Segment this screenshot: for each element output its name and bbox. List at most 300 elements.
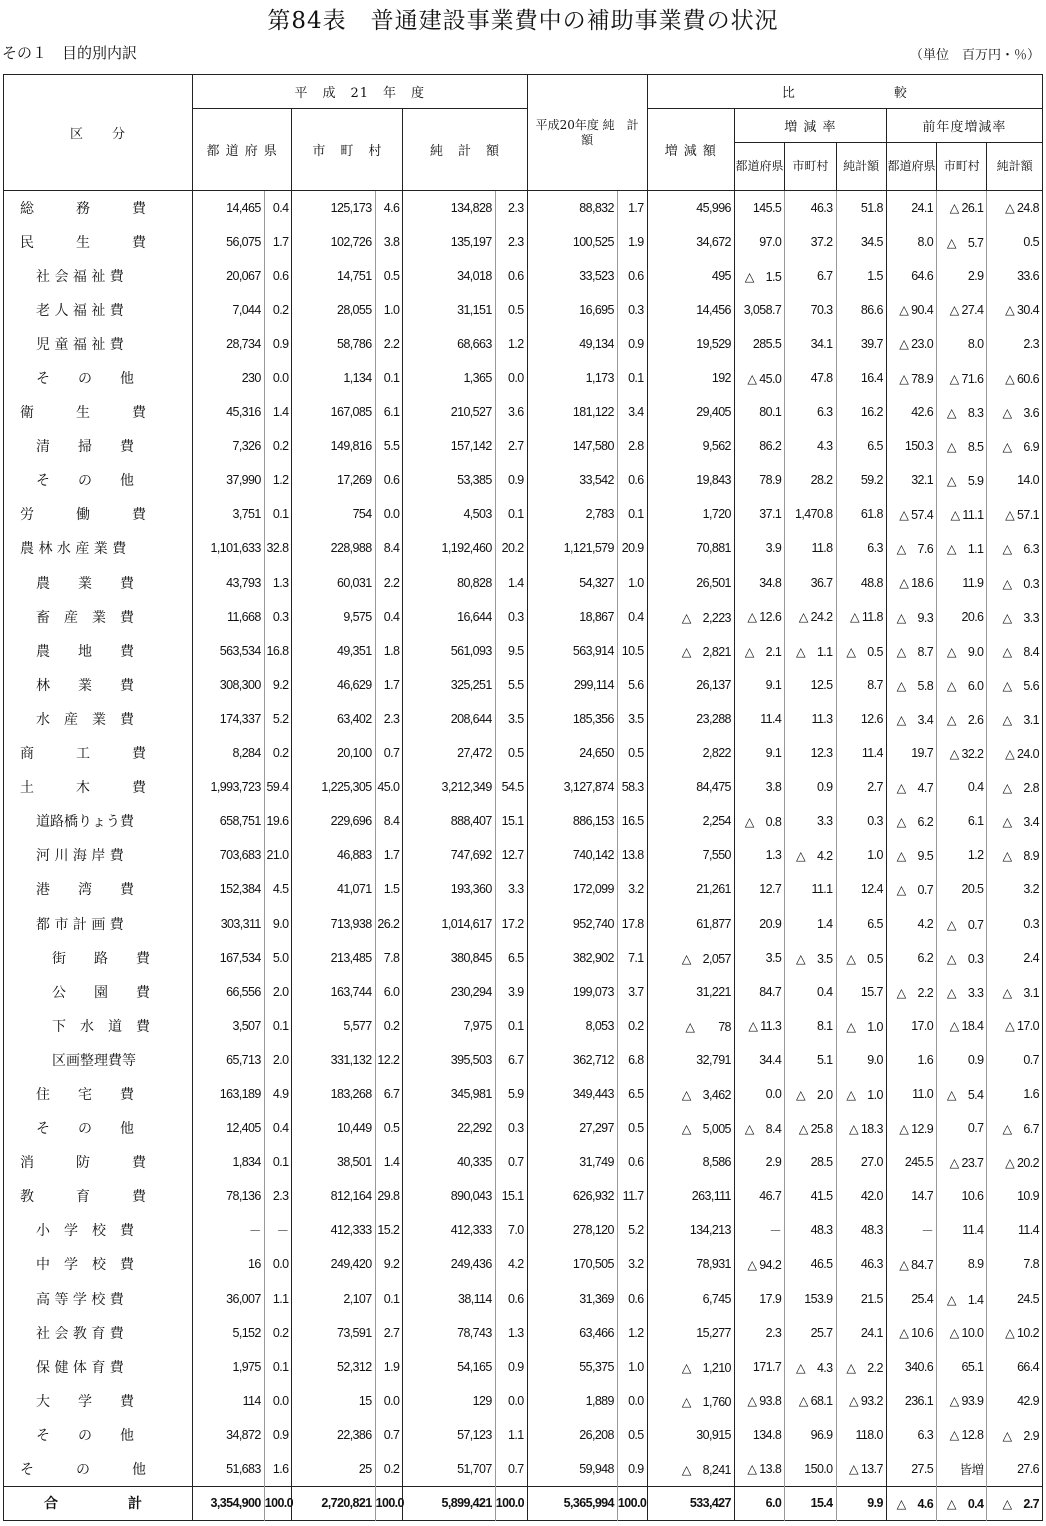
cell: 16,695 <box>527 293 617 327</box>
cell: 2.4 <box>987 941 1043 975</box>
cell: △ 0.7 <box>937 906 987 940</box>
cell: 170,505 <box>527 1247 617 1281</box>
cell: 3.2 <box>617 1247 647 1281</box>
cell: 20,067 <box>192 259 264 293</box>
cell: △ 0.7 <box>886 872 936 906</box>
cell: △ 13.8 <box>734 1452 784 1486</box>
cell: 0.7 <box>987 1043 1043 1077</box>
cell: 1.4 <box>375 1145 403 1179</box>
cell: 9.1 <box>734 736 784 770</box>
cell: 0.3 <box>617 293 647 327</box>
cell: △ 2.0 <box>785 1077 836 1111</box>
cell: 32.8 <box>264 531 292 565</box>
cell: △ 8.5 <box>937 429 987 463</box>
cell: △ 93.8 <box>734 1384 784 1418</box>
cell: 0.6 <box>617 259 647 293</box>
cell: 46.5 <box>785 1247 836 1281</box>
cell: 6.3 <box>836 531 886 565</box>
cell: 5.9 <box>495 1077 527 1111</box>
cell: 54,327 <box>527 566 617 600</box>
cell: 163,189 <box>192 1077 264 1111</box>
cell: 263,111 <box>647 1179 734 1213</box>
cell: 2.8 <box>617 429 647 463</box>
cell: 14,465 <box>192 191 264 225</box>
header-h20: 平成20年度 純 計 額 <box>527 75 647 191</box>
header-h21: 平 成 21 年 度 <box>192 75 527 109</box>
cell: 1.4 <box>495 566 527 600</box>
cell: 0.3 <box>987 906 1043 940</box>
cell: 9,575 <box>292 600 375 634</box>
cell: △ 25.8 <box>785 1111 836 1145</box>
cell: 21.0 <box>264 838 292 872</box>
cell: 61,877 <box>647 906 734 940</box>
cell: 1,470.8 <box>785 497 836 531</box>
cell: 34,872 <box>192 1418 264 1452</box>
cell: △ 27.4 <box>937 293 987 327</box>
cell: 57,123 <box>403 1418 495 1452</box>
row-label: 清 掃 費 <box>4 429 193 463</box>
cell: 66,556 <box>192 975 264 1009</box>
cell: △ 90.4 <box>886 293 936 327</box>
table-row <box>4 1179 1043 1213</box>
cell: 0.6 <box>617 463 647 497</box>
cell: 174,337 <box>192 702 264 736</box>
cell: 0.3 <box>264 600 292 634</box>
cell: 59.2 <box>836 463 886 497</box>
cell: 0.9 <box>617 1452 647 1486</box>
cell: 4.5 <box>264 872 292 906</box>
row-label: 小 学 校 費 <box>4 1213 193 1247</box>
cell: 412,333 <box>403 1213 495 1247</box>
cell: 45,316 <box>192 395 264 429</box>
cell: 1.7 <box>264 225 292 259</box>
cell: 754 <box>292 497 375 531</box>
cell: 64.6 <box>886 259 936 293</box>
cell: 0.0 <box>734 1077 784 1111</box>
cell: 41.5 <box>785 1179 836 1213</box>
cell: 325,251 <box>403 668 495 702</box>
cell: 12.3 <box>785 736 836 770</box>
cell: 147,580 <box>527 429 617 463</box>
table-row <box>4 600 1043 634</box>
cell: 20.9 <box>617 531 647 565</box>
cell: 33,542 <box>527 463 617 497</box>
cell: 20.9 <box>734 906 784 940</box>
row-label: 都 市 計 画 費 <box>4 906 193 940</box>
cell: 134.8 <box>734 1418 784 1452</box>
cell: 20.6 <box>937 600 987 634</box>
cell: 11.9 <box>937 566 987 600</box>
cell: 38,114 <box>403 1282 495 1316</box>
cell: 3,212,349 <box>403 770 495 804</box>
cell: 5.2 <box>617 1213 647 1247</box>
cell: △ 3.1 <box>987 702 1043 736</box>
table-subtitle: その１ 目的別内訳 <box>2 44 138 62</box>
cell: 1.4 <box>785 906 836 940</box>
table-row <box>4 1316 1043 1350</box>
cell: 16.8 <box>264 634 292 668</box>
cell: 27.0 <box>836 1145 886 1179</box>
row-label: そ の 他 <box>4 1452 193 1486</box>
cell: △ 60.6 <box>987 361 1043 395</box>
cell: 26,208 <box>527 1418 617 1452</box>
cell: 3,058.7 <box>734 293 784 327</box>
cell: 70,881 <box>647 531 734 565</box>
cell: 5.1 <box>785 1043 836 1077</box>
cell: △ 2.9 <box>987 1418 1043 1452</box>
cell: 52,312 <box>292 1350 375 1384</box>
cell: 15.1 <box>495 1179 527 1213</box>
cell: 11.0 <box>886 1077 936 1111</box>
cell: 0.7 <box>375 1418 403 1452</box>
cell: 40,335 <box>403 1145 495 1179</box>
cell: 0.5 <box>987 225 1043 259</box>
cell: 9.5 <box>495 634 527 668</box>
cell: 308,300 <box>192 668 264 702</box>
cell: 2.3 <box>264 1179 292 1213</box>
table-row <box>4 429 1043 463</box>
cell: 0.5 <box>617 1418 647 1452</box>
cell: 658,751 <box>192 804 264 838</box>
cell: 19,529 <box>647 327 734 361</box>
cell: 285.5 <box>734 327 784 361</box>
header-rate-net: 純計額 <box>836 143 886 191</box>
cell: 14,751 <box>292 259 375 293</box>
cell: △ 5.6 <box>987 668 1043 702</box>
cell: 16,644 <box>403 600 495 634</box>
cell: △ 84.7 <box>886 1247 936 1281</box>
cell: △ 1.4 <box>937 1282 987 1316</box>
cell: 27.6 <box>987 1452 1043 1486</box>
cell: △ 11.1 <box>937 497 987 531</box>
cell: 0.2 <box>264 736 292 770</box>
cell: 6.5 <box>495 941 527 975</box>
cell: 0.9 <box>785 770 836 804</box>
cell: 11.1 <box>785 872 836 906</box>
row-label: 畜 産 業 費 <box>4 600 193 634</box>
table-row <box>4 463 1043 497</box>
cell: △ 11.3 <box>734 1009 784 1043</box>
cell: △ 4.7 <box>886 770 936 804</box>
cell: 1.6 <box>987 1077 1043 1111</box>
cell: 13.8 <box>617 838 647 872</box>
cell: 8.9 <box>937 1247 987 1281</box>
cell: 25 <box>292 1452 375 1486</box>
table-row <box>4 395 1043 429</box>
cell: 34.5 <box>836 225 886 259</box>
header-pref: 都 道 府 県 <box>192 109 292 191</box>
cell: 2.7 <box>495 429 527 463</box>
table-row <box>4 804 1043 838</box>
table-row <box>4 872 1043 906</box>
cell: 167,534 <box>192 941 264 975</box>
row-label: 消 防 費 <box>4 1145 193 1179</box>
cell: 56,075 <box>192 225 264 259</box>
row-label: 商 工 費 <box>4 736 193 770</box>
cell: 1,134 <box>292 361 375 395</box>
table-row <box>4 941 1043 975</box>
cell: 1,365 <box>403 361 495 395</box>
row-label: 大 学 費 <box>4 1384 193 1418</box>
cell: 886,153 <box>527 804 617 838</box>
cell: 31,369 <box>527 1282 617 1316</box>
table-row <box>4 1043 1043 1077</box>
row-label: 農 地 費 <box>4 634 193 668</box>
cell: △ 3.3 <box>937 975 987 1009</box>
cell: 2.2 <box>375 566 403 600</box>
cell: 2.7 <box>836 770 886 804</box>
cell: 6.3 <box>785 395 836 429</box>
cell: △ 8,241 <box>647 1452 734 1486</box>
cell: 12.7 <box>495 838 527 872</box>
cell: 2,720,821 <box>292 1486 375 1520</box>
table-row <box>4 531 1043 565</box>
table-row <box>4 634 1043 668</box>
cell: 236.1 <box>886 1384 936 1418</box>
cell: △ 2,821 <box>647 634 734 668</box>
header-prev-pref: 都道府県 <box>886 143 936 191</box>
cell: △ 12.9 <box>886 1111 936 1145</box>
row-label: 公 園 費 <box>4 975 193 1009</box>
cell: △ 94.2 <box>734 1247 784 1281</box>
cell: 29,405 <box>647 395 734 429</box>
cell: 21,261 <box>647 872 734 906</box>
cell: 1.2 <box>937 838 987 872</box>
cell: △ 1,760 <box>647 1384 734 1418</box>
cell: 17,269 <box>292 463 375 497</box>
page-title: 第84表 普通建設事業費中の補助事業費の状況 <box>267 8 779 34</box>
cell: 46,629 <box>292 668 375 702</box>
cell: 4.2 <box>495 1247 527 1281</box>
cell: 73,591 <box>292 1316 375 1350</box>
cell: 9.0 <box>836 1043 886 1077</box>
cell: 3,751 <box>192 497 264 531</box>
cell: 0.2 <box>264 293 292 327</box>
cell: 48.3 <box>836 1213 886 1247</box>
cell: 2,822 <box>647 736 734 770</box>
cell: 8,284 <box>192 736 264 770</box>
cell: 0.3 <box>495 1111 527 1145</box>
cell: △ 2.8 <box>987 770 1043 804</box>
header-compare: 比 較 <box>647 75 1042 109</box>
cell: 84.7 <box>734 975 784 1009</box>
row-label: そ の 他 <box>4 1418 193 1452</box>
cell: △ 2.2 <box>836 1350 886 1384</box>
cell: △ 0.3 <box>937 941 987 975</box>
cell: 0.3 <box>836 804 886 838</box>
cell: 34,018 <box>403 259 495 293</box>
header-category: 区 分 <box>4 75 193 191</box>
cell: 1,014,617 <box>403 906 495 940</box>
table-row <box>4 1077 1043 1111</box>
cell: △ 68.1 <box>785 1384 836 1418</box>
row-label: 民 生 費 <box>4 225 193 259</box>
cell: △ 0.5 <box>836 941 886 975</box>
cell: 29.8 <box>375 1179 403 1213</box>
cell: 1.4 <box>264 395 292 429</box>
cell: 230,294 <box>403 975 495 1009</box>
cell: △ 2,223 <box>647 600 734 634</box>
cell: 0.1 <box>264 1145 292 1179</box>
cell: 1.3 <box>495 1316 527 1350</box>
cell: 14,456 <box>647 293 734 327</box>
cell: 5.6 <box>617 668 647 702</box>
row-label: 総 務 費 <box>4 191 193 225</box>
cell: 0.9 <box>937 1043 987 1077</box>
cell: △ 6.3 <box>987 531 1043 565</box>
cell: △ 2,057 <box>647 941 734 975</box>
cell: 888,407 <box>403 804 495 838</box>
row-label: 下 水 道 費 <box>4 1009 193 1043</box>
cell: 41,071 <box>292 872 375 906</box>
cell: 0.0 <box>264 1247 292 1281</box>
cell: 208,644 <box>403 702 495 736</box>
table-row <box>4 975 1043 1009</box>
cell: △ 23.0 <box>886 327 936 361</box>
cell: 15.2 <box>375 1213 403 1247</box>
cell: 395,503 <box>403 1043 495 1077</box>
cell: 193,360 <box>403 872 495 906</box>
cell: △ 3.4 <box>987 804 1043 838</box>
cell: 181,122 <box>527 395 617 429</box>
cell: 157,142 <box>403 429 495 463</box>
table-row <box>4 259 1043 293</box>
cell: 51,683 <box>192 1452 264 1486</box>
cell: 125,173 <box>292 191 375 225</box>
cell: 25.4 <box>886 1282 936 1316</box>
cell: 5.5 <box>375 429 403 463</box>
cell: 36.7 <box>785 566 836 600</box>
table-row <box>4 327 1043 361</box>
cell: 11.8 <box>785 531 836 565</box>
header-muni: 市 町 村 <box>292 109 403 191</box>
cell: △ 10.2 <box>987 1316 1043 1350</box>
subsidy-table <box>3 74 1043 1521</box>
cell: △ 5,005 <box>647 1111 734 1145</box>
table-body <box>4 191 1043 1521</box>
cell: 20,100 <box>292 736 375 770</box>
cell: 6.7 <box>495 1043 527 1077</box>
cell: 299,114 <box>527 668 617 702</box>
cell: 1.9 <box>375 1350 403 1384</box>
cell: 1,121,579 <box>527 531 617 565</box>
cell: 59,948 <box>527 1452 617 1486</box>
cell: 54.5 <box>495 770 527 804</box>
cell: 27,472 <box>403 736 495 770</box>
row-label: 教 育 費 <box>4 1179 193 1213</box>
cell: 303,311 <box>192 906 264 940</box>
cell: △ 4.2 <box>785 838 836 872</box>
cell: △ 0.8 <box>734 804 784 838</box>
cell: 1,720 <box>647 497 734 531</box>
cell: 230 <box>192 361 264 395</box>
cell: △ 18.3 <box>836 1111 886 1145</box>
cell: 0.2 <box>375 1009 403 1043</box>
cell: 12.5 <box>785 668 836 702</box>
cell: 34.8 <box>734 566 784 600</box>
cell: 100.0 <box>495 1486 527 1520</box>
cell: 0.9 <box>264 327 292 361</box>
cell: － <box>734 1213 784 1247</box>
cell: 1.6 <box>264 1452 292 1486</box>
cell: 6.8 <box>617 1043 647 1077</box>
cell: 331,132 <box>292 1043 375 1077</box>
cell: 2.3 <box>495 191 527 225</box>
cell: 15.7 <box>836 975 886 1009</box>
cell: 8.7 <box>836 668 886 702</box>
cell: 100,525 <box>527 225 617 259</box>
cell: 46.3 <box>785 191 836 225</box>
cell: 7,550 <box>647 838 734 872</box>
row-label: そ の 他 <box>4 1111 193 1145</box>
cell: 32.1 <box>886 463 936 497</box>
cell: 6.0 <box>375 975 403 1009</box>
cell: 1.5 <box>836 259 886 293</box>
cell: △ 24.8 <box>987 191 1043 225</box>
cell: 19,843 <box>647 463 734 497</box>
cell: 78.9 <box>734 463 784 497</box>
cell: 150.3 <box>886 429 936 463</box>
cell: 78,743 <box>403 1316 495 1350</box>
cell: 0.5 <box>495 736 527 770</box>
cell: 7.8 <box>375 941 403 975</box>
table-row <box>4 1213 1043 1247</box>
cell: △ 5.4 <box>937 1077 987 1111</box>
cell: 49,351 <box>292 634 375 668</box>
cell: 皆増 <box>937 1452 987 1486</box>
cell: 80.1 <box>734 395 784 429</box>
cell: 38,501 <box>292 1145 375 1179</box>
cell: △ 9.0 <box>937 634 987 668</box>
cell: 1,173 <box>527 361 617 395</box>
cell: 2,783 <box>527 497 617 531</box>
cell: 12.6 <box>836 702 886 736</box>
cell: 6.1 <box>375 395 403 429</box>
cell: 4.3 <box>785 429 836 463</box>
row-label: 高 等 学 校 費 <box>4 1282 193 1316</box>
cell: 183,268 <box>292 1077 375 1111</box>
cell: 8.1 <box>785 1009 836 1043</box>
cell: 14.7 <box>886 1179 936 1213</box>
cell: 11.4 <box>987 1213 1043 1247</box>
cell: 17.9 <box>734 1282 784 1316</box>
cell: 28,055 <box>292 293 375 327</box>
row-label: 児 童 福 祉 費 <box>4 327 193 361</box>
header-prev-net: 純計額 <box>987 143 1043 191</box>
cell: 8.0 <box>937 327 987 361</box>
cell: 25.7 <box>785 1316 836 1350</box>
cell: △ 6.9 <box>987 429 1043 463</box>
cell: 42.6 <box>886 395 936 429</box>
cell: △ 3,462 <box>647 1077 734 1111</box>
table-row <box>4 1384 1043 1418</box>
cell: 890,043 <box>403 1179 495 1213</box>
cell: △ 5.9 <box>937 463 987 497</box>
cell: △ 32.2 <box>937 736 987 770</box>
cell: 78,931 <box>647 1247 734 1281</box>
row-label: 港 湾 費 <box>4 872 193 906</box>
cell: 42.0 <box>836 1179 886 1213</box>
cell: 17.0 <box>886 1009 936 1043</box>
cell: 46.7 <box>734 1179 784 1213</box>
cell: 0.7 <box>495 1452 527 1486</box>
cell: 18,867 <box>527 600 617 634</box>
row-label: 農 業 費 <box>4 566 193 600</box>
cell: 10,449 <box>292 1111 375 1145</box>
cell: 37,990 <box>192 463 264 497</box>
cell: 11,668 <box>192 600 264 634</box>
cell: 53,385 <box>403 463 495 497</box>
